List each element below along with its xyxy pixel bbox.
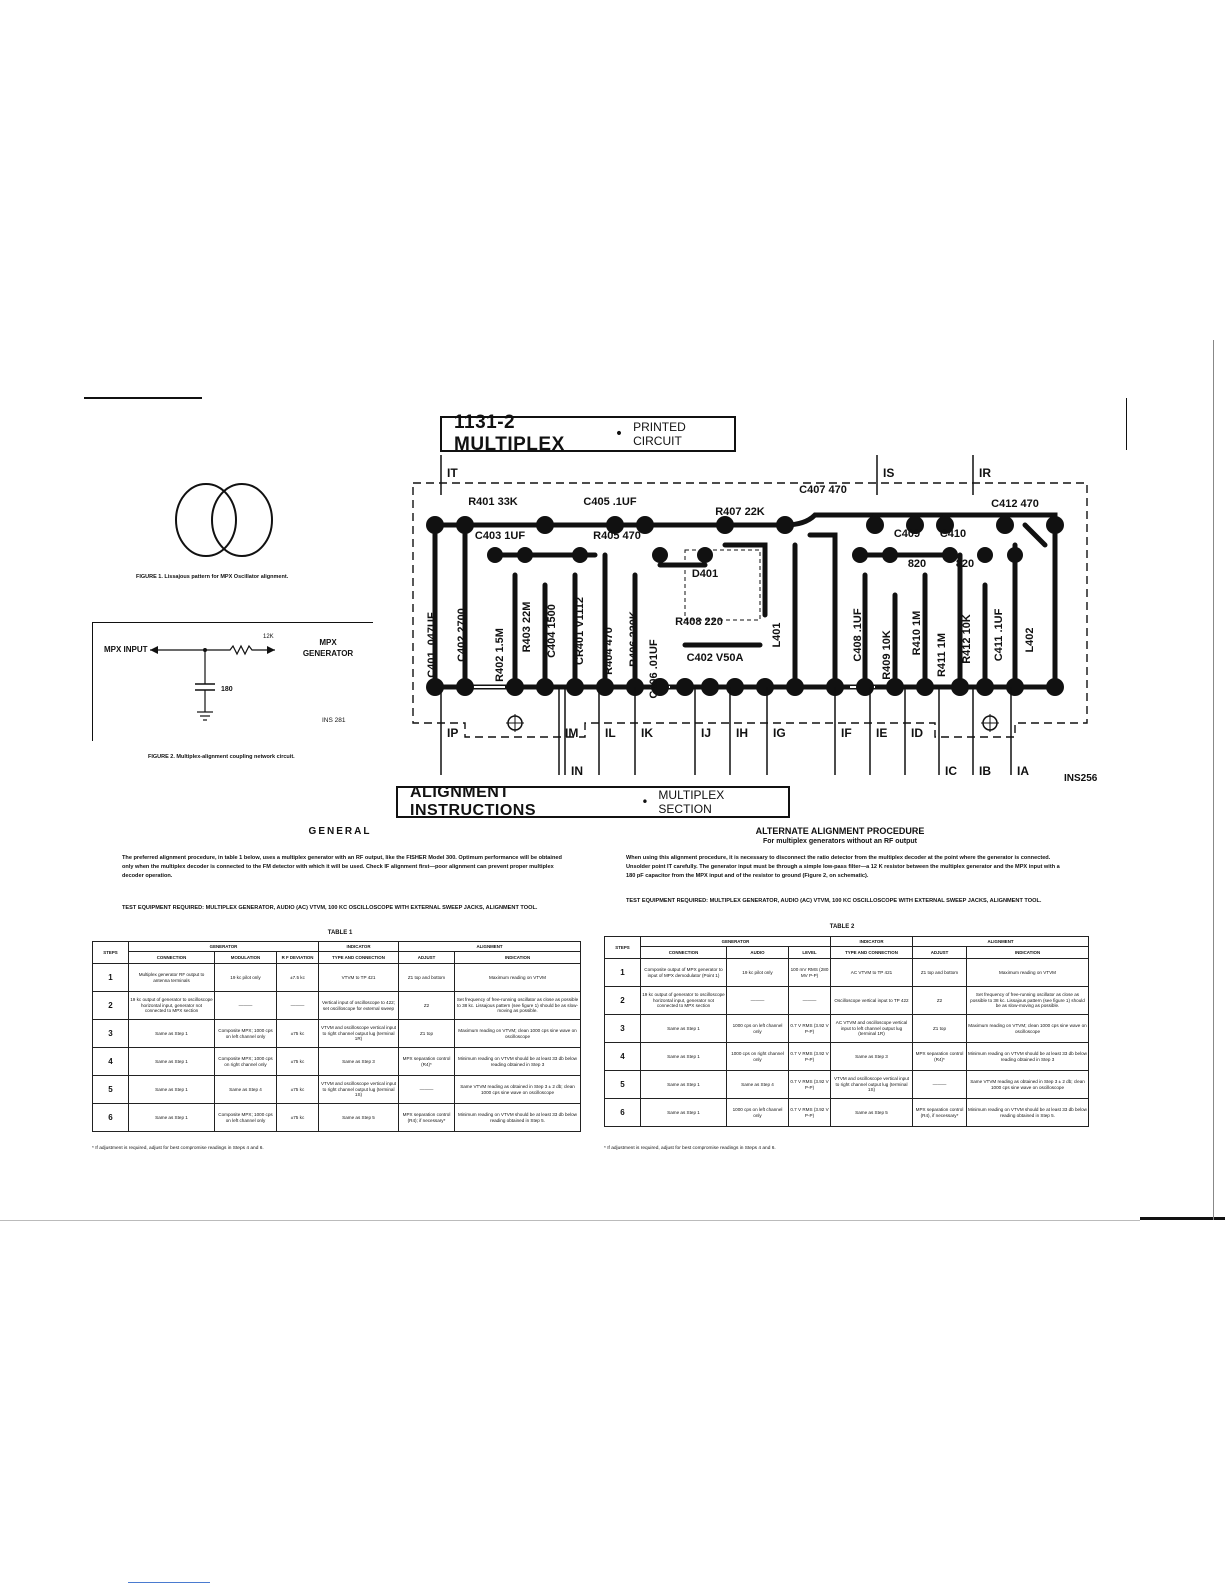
component-label: R412 10K <box>961 614 973 664</box>
table-row <box>93 1104 581 1132</box>
coupling-network-diagram <box>150 640 310 730</box>
terminal-label: IG <box>773 726 786 740</box>
table-cell: Maximum reading on VTVM <box>967 959 1089 987</box>
solder-pad <box>951 678 969 696</box>
capacitor-180-label: 180 <box>221 686 233 693</box>
table-cell: Minimum reading on VTVM should be at least 33 db below reading obtained in Step 3 <box>967 1043 1089 1071</box>
table-row <box>605 1043 1089 1071</box>
table-cell: VTVM and oscilloscope vertical input to right channel output lug (terminal 1R) <box>319 1020 399 1048</box>
table-column-header: CONNECTION <box>129 952 215 964</box>
solder-pad <box>996 516 1014 534</box>
table-step-cell: 3 <box>605 1015 641 1043</box>
component-label: C410 <box>939 528 967 540</box>
table-step-cell: 2 <box>93 992 129 1020</box>
table-cell: Multiplex generator RF output to antenna terminals <box>129 964 215 992</box>
table-cell: Minimum reading on VTVM should be at least 33 db below reading obtained in Step 5. <box>967 1099 1089 1127</box>
table-cell: MPX separation control (R4); if necessary* <box>399 1104 455 1132</box>
component-label: C409 <box>893 528 921 540</box>
table-cell: Same as Step 4 <box>727 1071 789 1099</box>
table-cell: MPX separation control (R4), if necessary* <box>913 1099 967 1127</box>
section-title-bullet: • <box>641 795 649 809</box>
table2-footnote: * If adjustment is required, adjust for best compromise readings in Steps 4 and 6. <box>604 1146 776 1151</box>
printed-circuit-board <box>405 455 1105 785</box>
component-label: C404 1500 <box>546 604 558 658</box>
solder-pad <box>856 678 874 696</box>
solder-pad <box>517 547 533 563</box>
solder-pad <box>1046 678 1064 696</box>
circuit-subtitle: PRINTED CIRCUIT <box>633 420 686 448</box>
table-row <box>93 1048 581 1076</box>
mounting-hole-cross <box>981 714 999 732</box>
table-cell: ——— <box>727 987 789 1015</box>
lissajous-figure <box>170 475 280 565</box>
general-paragraph: The preferred alignment procedure, in table 1 below, uses a multiplex generator with an RF output, like the FISHER Model 300. Optimum performance will be obtained only when the multiplex decoder is connected to the FM detector with which it will be used. Check IF alignment first—poor alignment can prevent proper multiplex decoder operation. <box>122 855 562 879</box>
component-label: C406 .01UF <box>648 639 660 699</box>
table-cell: Same as Step 4 <box>215 1076 277 1104</box>
solder-pad <box>487 547 503 563</box>
table-cell: Set frequency of free-running oscillator as close as possible to 38 kc. Lissajous pattern (see figure 1) should be as slow-moving as possible. <box>455 992 581 1020</box>
terminal-label: IJ <box>701 726 712 740</box>
table-cell: 0.7 V RMS (3.92 V P-P) <box>789 1015 831 1043</box>
component-label: C408 .1UF <box>852 608 864 662</box>
ins281-label: INS 281 <box>322 717 346 724</box>
table-cell: Composite MPX; 1000 cps on left channel only <box>215 1020 277 1048</box>
table-cell: 1000 cps on left channel only <box>727 1099 789 1127</box>
component-label: R407 22K <box>715 506 765 518</box>
solder-pad <box>977 547 993 563</box>
table-cell: Same as Step 1 <box>129 1048 215 1076</box>
table-cell: Same as Step 1 <box>129 1104 215 1132</box>
table-column-header: ADJUST <box>399 952 455 964</box>
solder-pad <box>916 678 934 696</box>
figure2-caption: FIGURE 2. Multiplex-alignment coupling network circuit. <box>148 754 295 760</box>
alternate-equipment: TEST EQUIPMENT REQUIRED: MULTIPLEX GENERATOR, AUDIO (AC) VTVM, 100 KC OSCILLOSCOPE WITH EXTERNAL SWEEP JACKS, ALIGNMENT TOOL. <box>626 898 1042 904</box>
scan-bottom-line <box>0 1220 1140 1221</box>
table-cell: Same as Step 1 <box>641 1043 727 1071</box>
component-label: R409 10K <box>881 630 893 680</box>
table-cell: Same as Step 1 <box>641 1015 727 1043</box>
table-group-header: ALIGNMENT <box>913 937 1089 947</box>
solder-pad <box>866 516 884 534</box>
table-row <box>605 1099 1089 1127</box>
table-cell: Same as Step 5 <box>319 1104 399 1132</box>
table-cell: AC VTVM to TP 421 <box>831 959 913 987</box>
table-cell: Minimum reading on VTVM should be at least 33 db below reading obtained in Step 3 <box>455 1048 581 1076</box>
table-step-cell: 1 <box>605 959 641 987</box>
component-label: R406 220K <box>628 611 640 667</box>
component-label: R402 1.5M <box>494 628 506 682</box>
circuit-title: 1131-2 MULTIPLEX <box>454 412 565 455</box>
table-cell: ——— <box>215 992 277 1020</box>
solder-pad <box>726 678 744 696</box>
component-label: D401 <box>691 568 719 580</box>
terminal-label: IH <box>736 726 748 740</box>
table-step-cell: 6 <box>605 1099 641 1127</box>
figure1-caption: FIGURE 1. Lissajous pattern for MPX Oscillator alignment. <box>136 574 289 580</box>
header-rule <box>84 397 202 399</box>
right-edge-mark <box>1126 398 1127 450</box>
table-cell: Z1 top <box>399 1020 455 1048</box>
solder-pad <box>701 678 719 696</box>
table-cell: 1000 cps on right channel only <box>727 1043 789 1071</box>
component-label: C402 V50A <box>686 652 744 664</box>
table-cell: Same as Step 1 <box>129 1076 215 1104</box>
table-column-header: LEVEL <box>789 947 831 959</box>
table-column-header: INDICATION <box>967 947 1089 959</box>
doc-ref-ins256: INS256 <box>1064 773 1098 784</box>
table-cell: 19 kc output of generator to oscilloscope horizontal input, generator not connected to MPX section <box>129 992 215 1020</box>
copper-trace <box>810 535 835 687</box>
table-cell: 0.7 V RMS (3.92 V P-P) <box>789 1071 831 1099</box>
solder-pad <box>566 678 584 696</box>
table-cell: Z1 top <box>913 1015 967 1043</box>
solder-pad <box>882 547 898 563</box>
table-cell: Minimum reading on VTVM should be at least 33 db below reading obtained in Step 5. <box>455 1104 581 1132</box>
table-cell: Maximum reading on VTVM; clean 1000 cps sine wave on oscilloscope <box>967 1015 1089 1043</box>
table-cell: 0.7 V RMS (3.92 V P-P) <box>789 1099 831 1127</box>
component-label: R410 1M <box>911 610 923 656</box>
table-step-cell: 3 <box>93 1020 129 1048</box>
table-cell: ——— <box>399 1076 455 1104</box>
table-group-header: INDICATOR <box>831 937 913 947</box>
solder-pad <box>976 678 994 696</box>
terminal-label: IA <box>1017 764 1029 778</box>
terminal-label: IM <box>565 726 579 740</box>
solder-pad <box>1046 516 1064 534</box>
solder-pad <box>716 516 734 534</box>
table-cell: ——— <box>277 992 319 1020</box>
circuit-title-box <box>440 412 736 455</box>
scan-footer-underline <box>128 1582 210 1583</box>
solder-pad <box>756 678 774 696</box>
alignment-table-2 <box>604 936 1089 1127</box>
table-cell: Same as Step 3 <box>319 1048 399 1076</box>
table-row <box>93 1020 581 1048</box>
solder-pad <box>536 516 554 534</box>
table2-title: TABLE 2 <box>829 924 855 930</box>
table-group-header: INDICATOR <box>319 942 399 952</box>
table-step-cell: 4 <box>93 1048 129 1076</box>
component-label: C403 1UF <box>474 530 526 542</box>
table-cell: ——— <box>913 1071 967 1099</box>
table-group-header: STEPS <box>93 942 129 964</box>
table-row <box>605 987 1089 1015</box>
table-cell: ±75 kc <box>277 1048 319 1076</box>
solder-pad <box>456 678 474 696</box>
table-group-header: GENERATOR <box>129 942 319 952</box>
table-cell: VTVM and oscilloscope vertical input to right channel output lug (terminal 1S) <box>319 1076 399 1104</box>
table-cell: Composite MPX; 1000 cps on left channel only <box>215 1104 277 1132</box>
table-cell: ——— <box>789 987 831 1015</box>
section-title-box <box>396 786 790 818</box>
component-label: R405 470 <box>593 530 641 542</box>
alternate-heading: ALTERNATE ALIGNMENT PROCEDURE <box>755 826 925 836</box>
table1-title: TABLE 1 <box>327 930 353 936</box>
table-cell: ±75 kc <box>277 1104 319 1132</box>
solder-pad <box>852 547 868 563</box>
terminal-label: IE <box>876 726 888 740</box>
table-cell: ±75 kc <box>277 1076 319 1104</box>
table-cell: MPX separation control (R4)* <box>913 1043 967 1071</box>
table-cell: Same as Step 1 <box>129 1020 215 1048</box>
section-title: ALIGNMENT INSTRUCTIONS <box>410 784 536 819</box>
table-step-cell: 2 <box>605 987 641 1015</box>
table-cell: ±75 kc <box>277 1020 319 1048</box>
solder-pad <box>426 516 444 534</box>
terminal-label: IF <box>841 726 852 740</box>
table-group-header: STEPS <box>605 937 641 959</box>
table-row <box>605 1071 1089 1099</box>
table-cell: Same as Step 3 <box>831 1043 913 1071</box>
table-cell: 19 kc output of generator to oscilloscope horizontal input, generator not connected to MPX section <box>641 987 727 1015</box>
table-cell: Z2 <box>399 992 455 1020</box>
table-column-header: ADJUST <box>913 947 967 959</box>
table-cell: 0.7 V RMS (3.92 V P-P) <box>789 1043 831 1071</box>
table-cell: 19 kc pilot only <box>727 959 789 987</box>
table-column-header: R F DEVIATION <box>277 952 319 964</box>
copper-trace <box>1025 525 1045 545</box>
table-row <box>605 1015 1089 1043</box>
table-row <box>93 964 581 992</box>
solder-pad <box>676 678 694 696</box>
mounting-hole-cross <box>506 714 524 732</box>
table-step-cell: 6 <box>93 1104 129 1132</box>
section-subtitle: MULTIPLEX SECTION <box>658 788 725 816</box>
diode-bridge-outline <box>685 550 760 620</box>
table-step-cell: 5 <box>605 1071 641 1099</box>
component-label: R411 1M <box>936 632 948 678</box>
terminal-label: IP <box>447 726 459 740</box>
copper-trace <box>725 545 765 615</box>
table-cell: Z1 top and bottom <box>399 964 455 992</box>
terminal-label: IL <box>605 726 616 740</box>
component-label: CR401 V1112 <box>574 597 586 665</box>
general-equipment: TEST EQUIPMENT REQUIRED: MULTIPLEX GENERATOR, AUDIO (AC) VTVM, 100 KC OSCILLOSCOPE WITH EXTERNAL SWEEP JACKS, ALIGNMENT TOOL. <box>122 905 538 911</box>
component-label: R403 22M <box>521 601 533 653</box>
table-cell: Composite output of MPX generator to input of MPX demodulator (Point 1) <box>641 959 727 987</box>
table-cell: Z2 <box>913 987 967 1015</box>
scan-edge-line <box>1213 340 1214 1220</box>
table-cell: ±7.5 kc <box>277 964 319 992</box>
solder-pad <box>536 678 554 696</box>
alternate-paragraph: When using this alignment procedure, it is necessary to disconnect the ratio detector from the multiplex decoder at the point where the generator is connected. Unsolder point IT carefully. The generator input must be through a simple low-pass filter—a 12 K resistor between the multiplex generator and the MPX input with a 180 pF capacitor from the MPX input and of the resistor to ground (Figure 2, on schematic). <box>626 855 1060 879</box>
solder-pad <box>456 516 474 534</box>
component-label: C401 .047UF <box>426 612 438 678</box>
table-group-header: GENERATOR <box>641 937 831 947</box>
circuit-title-bullet: • <box>614 426 624 442</box>
component-label: R408 220 <box>675 616 723 628</box>
solder-pad <box>786 678 804 696</box>
solder-pad <box>697 547 713 563</box>
component-label: C411 .1UF <box>993 608 1005 662</box>
terminal-label: ID <box>911 726 923 740</box>
table-cell: Composite MPX; 1000 cps on right channel only <box>215 1048 277 1076</box>
table-row <box>93 1076 581 1104</box>
mpx-input-label: MPX INPUT <box>104 645 148 654</box>
component-label: 820 <box>955 558 975 570</box>
solder-pad <box>506 678 524 696</box>
mpx-generator-label: MPX GENERATOR <box>302 638 354 658</box>
table-row <box>605 959 1089 987</box>
solder-pad <box>776 516 794 534</box>
terminal-label: IT <box>447 466 458 480</box>
table-cell: VTVM to TP 421 <box>319 964 399 992</box>
component-label: R401 33K <box>468 496 518 508</box>
table-column-header: INDICATION <box>455 952 581 964</box>
alternate-subheading: For multiplex generators without an RF output <box>763 838 917 845</box>
table-cell: Oscilloscope vertical input to TP 422 <box>831 987 913 1015</box>
component-label: C407 470 <box>799 484 847 496</box>
component-label: L401 <box>771 622 783 648</box>
table-cell: VTVM and oscilloscope vertical input to right channel output lug (terminal 1S) <box>831 1071 913 1099</box>
component-label: C412 470 <box>991 498 1039 510</box>
table-step-cell: 1 <box>93 964 129 992</box>
table-step-cell: 5 <box>93 1076 129 1104</box>
table-cell: 1000 cps on left channel only <box>727 1015 789 1043</box>
table-cell: Same as Step 1 <box>641 1071 727 1099</box>
terminal-label: IR <box>979 466 991 480</box>
terminal-label: IK <box>641 726 653 740</box>
table-column-header: CONNECTION <box>641 947 727 959</box>
component-label: 820 <box>907 558 927 570</box>
table-cell: Same VTVM reading as obtained in Step 3 ± 2 db; clean 1000 cps sine wave on oscilloscope <box>967 1071 1089 1099</box>
table-cell: MPX separation control (R4)* <box>399 1048 455 1076</box>
solder-pad <box>572 547 588 563</box>
solder-pad <box>1007 547 1023 563</box>
alignment-table-1 <box>92 941 581 1132</box>
component-label: C405 .1UF <box>583 496 637 508</box>
component-label: R404 470 <box>603 627 615 675</box>
table-cell: 19 kc pilot only <box>215 964 277 992</box>
terminal-label: IB <box>979 764 991 778</box>
table-cell: Z1 top and bottom <box>913 959 967 987</box>
table1-footnote: * If adjustment is required, adjust for best compromise readings in Steps 4 and 6. <box>92 1146 264 1151</box>
solder-pad <box>1006 678 1024 696</box>
table-cell: 100 mV RMS (280 MV P-P) <box>789 959 831 987</box>
table-column-header: TYPE AND CONNECTION <box>319 952 399 964</box>
table-cell: Same as Step 1 <box>641 1099 727 1127</box>
table-cell: Maximum reading on VTVM <box>455 964 581 992</box>
terminal-label: IS <box>883 466 895 480</box>
table-cell: AC VTVM and oscilloscope vertical input to left channel output lug (terminal 1R) <box>831 1015 913 1043</box>
terminal-label: IN <box>571 764 583 778</box>
table-cell: Same as Step 5 <box>831 1099 913 1127</box>
table-cell: Same VTVM reading as obtained in Step 3 ± 2 db; clean 1000 cps sine wave on oscilloscope <box>455 1076 581 1104</box>
table-column-header: AUDIO <box>727 947 789 959</box>
table-cell: Vertical input of oscilloscope to 422; set oscilloscope for external sweep <box>319 992 399 1020</box>
resistor-12k-label: 12K <box>263 634 274 640</box>
component-label: L402 <box>1024 627 1036 653</box>
component-label: C402 2700 <box>456 608 468 662</box>
table-column-header: MODULATION <box>215 952 277 964</box>
table-row <box>93 992 581 1020</box>
table-cell: Set frequency of free-running oscillator as close as possible to 38 kc. Lissajous pattern (see figure 1) should be as slow-moving as possible. <box>967 987 1089 1015</box>
table-step-cell: 4 <box>605 1043 641 1071</box>
table-cell: Maximum reading on VTVM; clean 1000 cps sine wave on oscilloscope <box>455 1020 581 1048</box>
table-group-header: ALIGNMENT <box>399 942 581 952</box>
general-heading: GENERAL <box>308 826 372 837</box>
solder-pad <box>652 547 668 563</box>
table-column-header: TYPE AND CONNECTION <box>831 947 913 959</box>
terminal-label: IC <box>945 764 957 778</box>
